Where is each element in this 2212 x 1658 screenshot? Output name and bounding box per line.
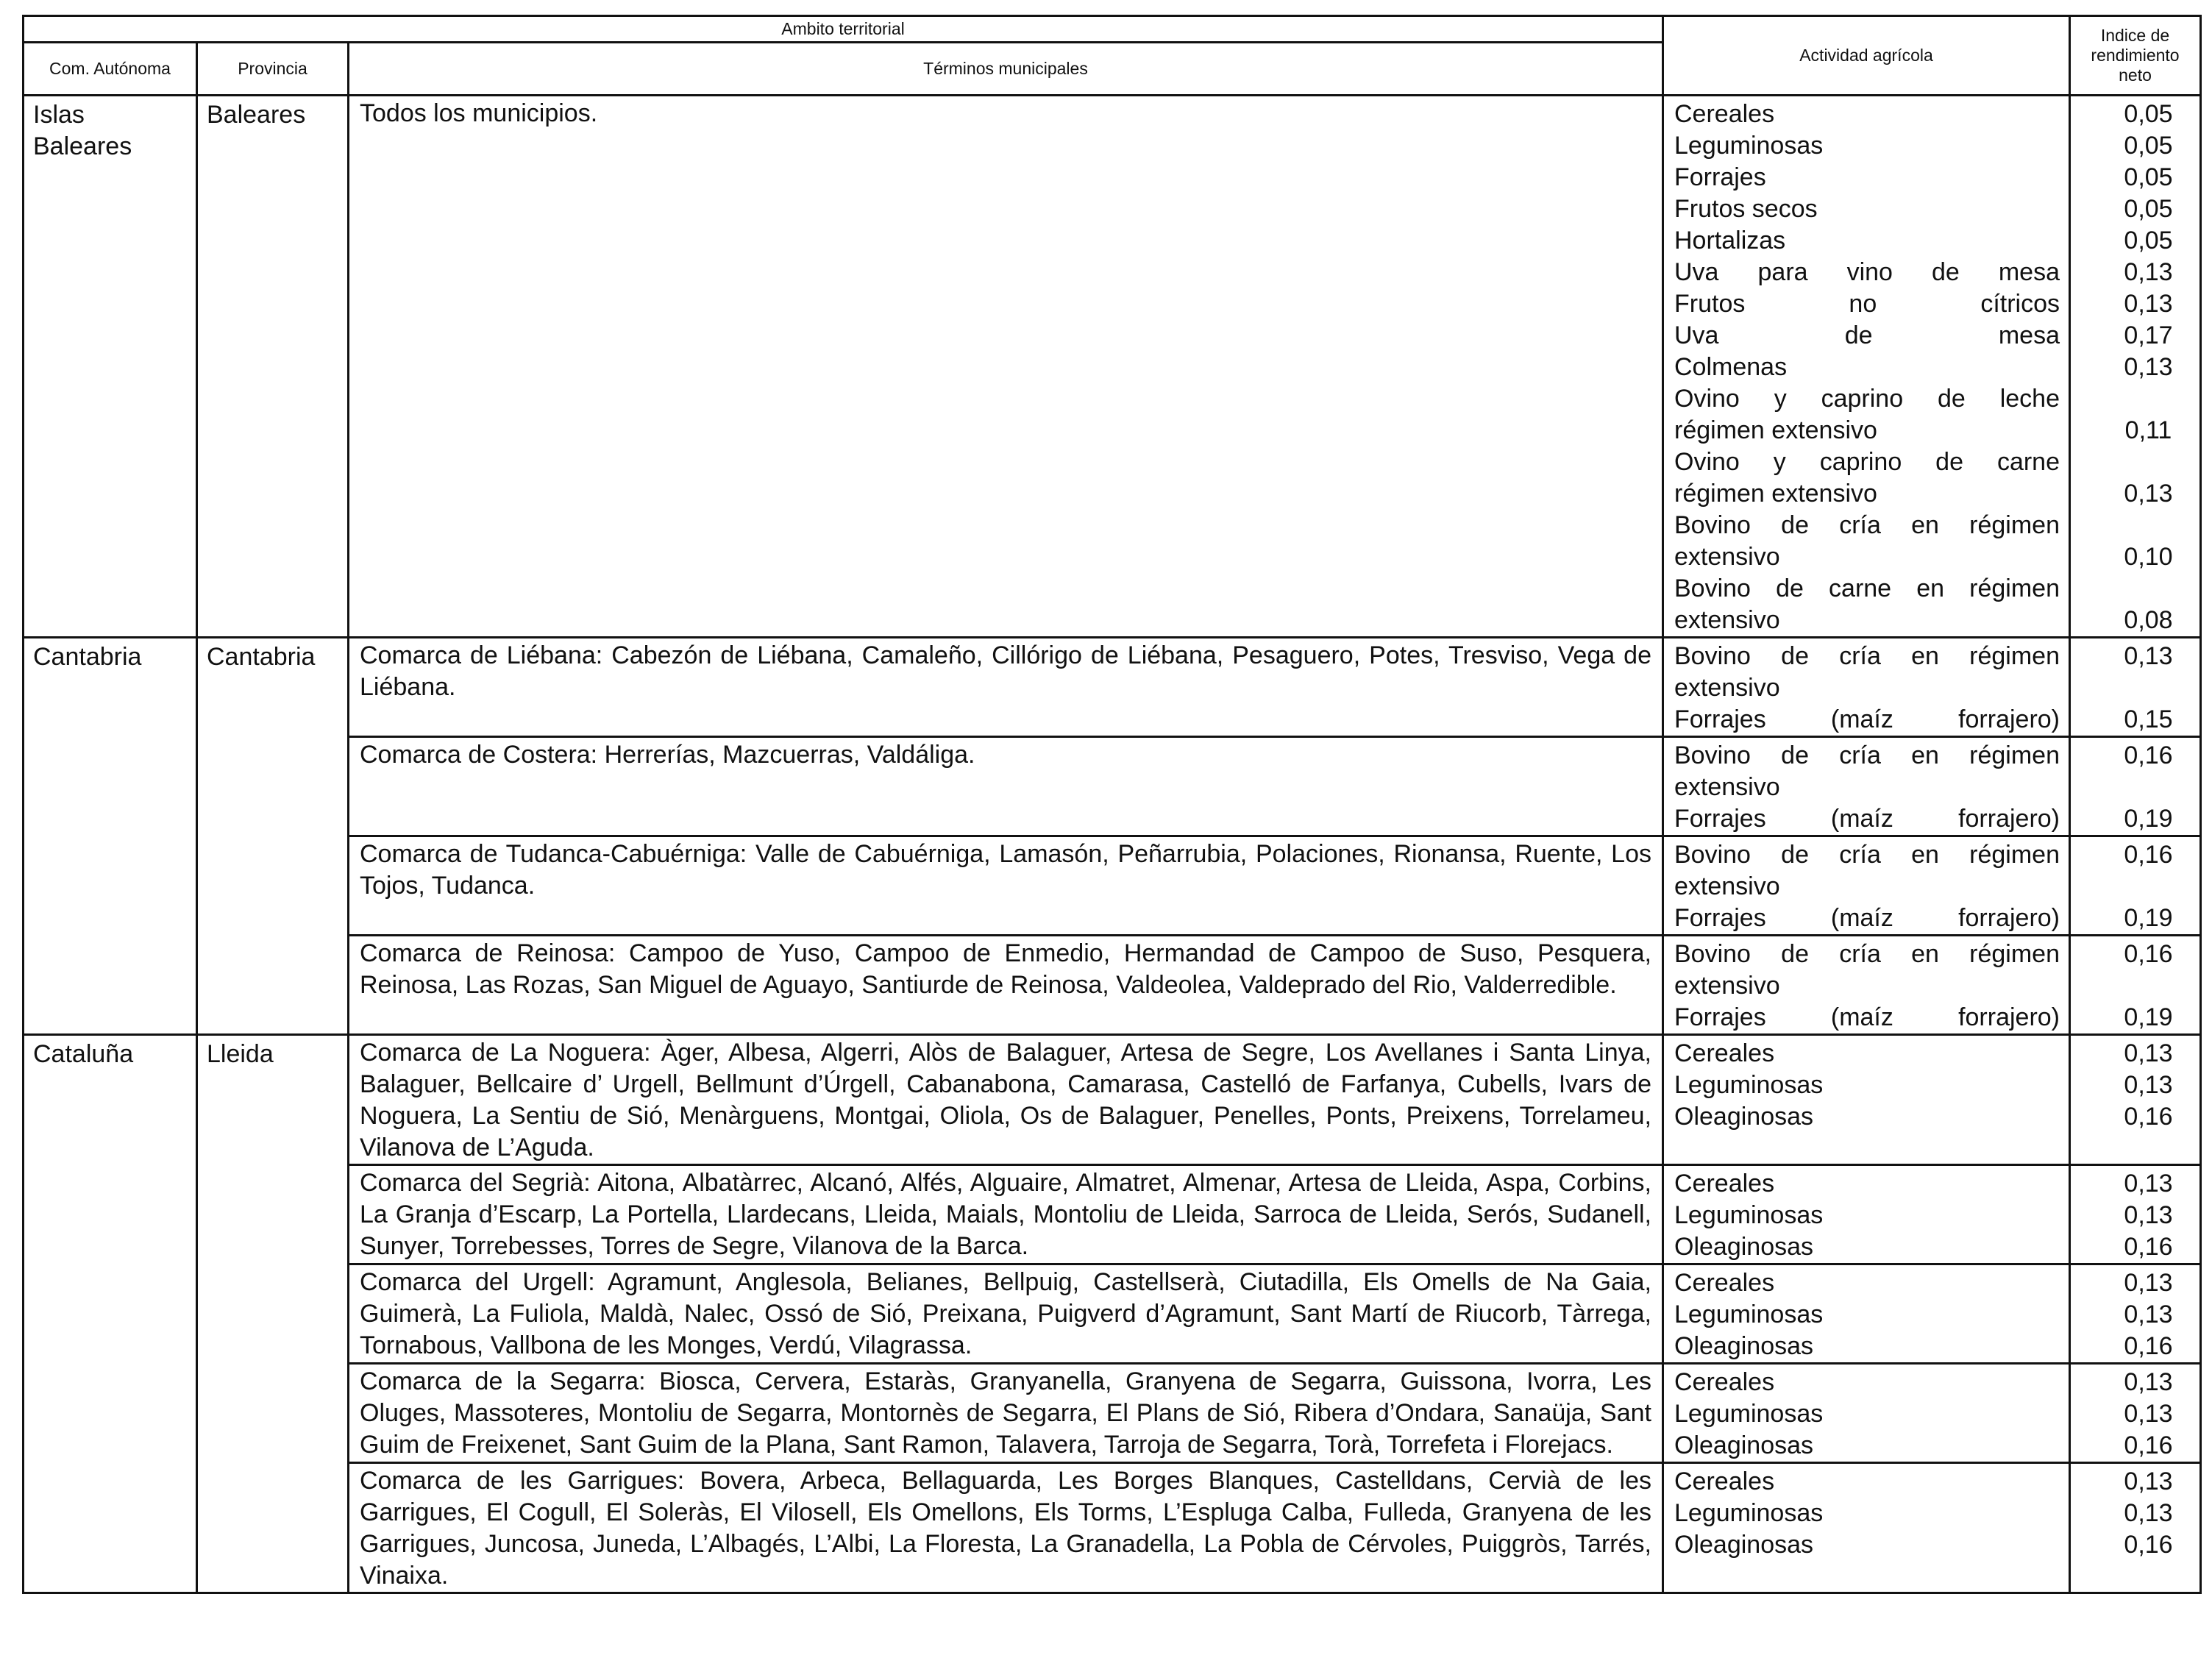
actividad-cell — [1663, 737, 2070, 836]
actividad-line: Frutos secos — [1674, 195, 1818, 223]
indice-value: 0,13 — [2124, 353, 2173, 381]
indice-cell — [2070, 737, 2201, 836]
indice-cell — [2070, 1463, 2201, 1593]
com-autonoma-cell: Cataluña — [24, 1035, 197, 1593]
actividad-line: Leguminosas — [1674, 1400, 1824, 1428]
indice-cell — [2070, 936, 2201, 1035]
actividad-line: Cereales — [1674, 1467, 1775, 1495]
actividad-cell — [1663, 96, 2070, 638]
actividad-line: régimen extensivo — [1674, 416, 1877, 444]
indice-value: 0,05 — [2124, 132, 2173, 160]
header-com: Com. Autónoma — [24, 43, 197, 96]
provincia-cell: Cantabria — [197, 638, 349, 1035]
actividad-line: Hortalizas — [1674, 227, 1786, 255]
table-row — [24, 1264, 2201, 1364]
indice-value: 0,16 — [2124, 1531, 2173, 1559]
indice-value: 0,16 — [2124, 841, 2173, 869]
actividad-line: Bovino de cría en régimen — [1674, 940, 2060, 968]
actividad-line: Forrajes (maíz forrajero) — [1674, 705, 2060, 733]
table-row — [24, 1463, 2201, 1593]
municipios-cell: Comarca del Segrià: Aitona, Albatàrrec, Alcanó, Alfés, Alguaire, Almatret, Almenar, Artesa de Lleida, Aspa, Corbins, La Granja d’Escarp, La Portella, Llardecans, Lleida, Maials, Montoliu de Lleida, Sarroca de Lleida, Serós, Sudanell, Sunyer, Torrebesses, Torres de Segre, Vilanova de la Barca. — [349, 1165, 1663, 1264]
indice-value: 0,13 — [2124, 1400, 2173, 1428]
table-row — [24, 1035, 2201, 1165]
indice-value: 0,15 — [2124, 705, 2173, 733]
indice-cell — [2070, 1264, 2201, 1364]
municipios-cell: Comarca de les Garrigues: Bovera, Arbeca, Bellaguarda, Les Borges Blanques, Castelldans, Cervià de les Garrigues, El Cogull, El Soleràs, El Vilosell, Els Omellons, Els Torms, L’Espluga Calba, Fulleda, Granyena de les Garrigues, Juncosa, Juneda, L’Albagés, L’Albi, La Floresta, La Granadella, La Pobla de Cérvoles, Puiggròs, Tarrés, Vinaixa. — [349, 1463, 1663, 1593]
indice-value: 0,16 — [2124, 940, 2173, 968]
actividad-line: Uva de mesa — [1674, 321, 2060, 349]
indice-value: 0,05 — [2124, 163, 2173, 191]
indice-value: 0,11 — [2124, 416, 2172, 444]
indice-value: 0,13 — [2124, 480, 2173, 508]
actividad-line: Leguminosas — [1674, 1499, 1824, 1527]
actividad-line: Leguminosas — [1674, 1301, 1824, 1328]
actividad-line: Leguminosas — [1674, 1071, 1824, 1099]
header-terminos: Términos municipales — [349, 43, 1663, 96]
actividad-cell — [1663, 1364, 2070, 1463]
actividad-line: Leguminosas — [1674, 132, 1824, 160]
indice-cell — [2070, 1364, 2201, 1463]
actividad-line: Forrajes (maíz forrajero) — [1674, 1003, 2060, 1031]
actividad-line: Bovino de cría en régimen — [1674, 642, 2060, 670]
actividad-cell — [1663, 1035, 2070, 1165]
indice-value: 0,13 — [2124, 1269, 2173, 1297]
indice-value — [2071, 383, 2199, 415]
municipios-cell: Comarca de Tudanca-Cabuérniga: Valle de Cabuérniga, Lamasón, Peñarrubia, Polaciones, Rionansa, Ruente, Los Tojos, Tudanca. — [349, 836, 1663, 936]
table-row — [24, 96, 2201, 638]
actividad-line: Oleaginosas — [1674, 1431, 1814, 1459]
actividad-line: extensivo — [1674, 872, 1780, 900]
table-row — [24, 836, 2201, 936]
indice-cell — [2070, 1035, 2201, 1165]
provincia-cell: Lleida — [197, 1035, 349, 1593]
indice-value: 0,16 — [2124, 741, 2173, 769]
actividad-cell — [1663, 1165, 2070, 1264]
actividad-line: Bovino de carne en régimen — [1674, 574, 2060, 602]
indice-value — [2071, 446, 2199, 478]
indice-cell — [2070, 96, 2201, 638]
table-row — [24, 638, 2201, 737]
actividad-line: Oleaginosas — [1674, 1332, 1814, 1360]
actividad-line: Uva para vino de mesa — [1674, 258, 2060, 286]
actividad-line: Cereales — [1674, 1039, 1775, 1067]
indice-value: 0,17 — [2124, 321, 2173, 349]
header-ambito: Ambito territorial — [24, 16, 1663, 43]
rendimiento-table — [22, 15, 2202, 1594]
indice-cell — [2070, 836, 2201, 936]
header-actividad: Actividad agrícola — [1663, 16, 2070, 96]
indice-value — [2071, 970, 2199, 1002]
actividad-line: Ovino y caprino de carne — [1674, 448, 2060, 476]
actividad-line: extensivo — [1674, 773, 1780, 801]
actividad-line: Bovino de cría en régimen — [1674, 741, 2060, 769]
municipios-cell: Comarca de Liébana: Cabezón de Liébana, Camaleño, Cillórigo de Liébana, Pesaguero, Potes, Tresviso, Vega de Liébana. — [349, 638, 1663, 737]
indice-value: 0,19 — [2124, 904, 2173, 932]
actividad-line: Bovino de cría en régimen — [1674, 841, 2060, 869]
indice-value: 0,13 — [2124, 1368, 2173, 1396]
municipios-cell: Comarca de Costera: Herrerías, Mazcuerras, Valdáliga. — [349, 737, 1663, 836]
actividad-cell — [1663, 1463, 2070, 1593]
municipios-cell: Comarca de la Segarra: Biosca, Cervera, Estaràs, Granyanella, Granyena de Segarra, Guissona, Ivorra, Les Oluges, Massoteres, Montoliu de Segarra, Montornès de Segarra, El Plans de Sió, Ribera d’Ondara, Sanaüja, Sant Guim de Freixenet, Sant Guim de la Plana, Sant Ramon, Talavera, Tarroja de Segarra, Torà, Torrefeta i Florejacs. — [349, 1364, 1663, 1463]
indice-value: 0,13 — [2124, 1301, 2173, 1328]
actividad-cell — [1663, 936, 2070, 1035]
actividad-line: extensivo — [1674, 606, 1780, 634]
indice-value: 0,13 — [2124, 1499, 2173, 1527]
indice-value: 0,13 — [2124, 1039, 2173, 1067]
municipios-cell: Comarca de La Noguera: Àger, Albesa, Algerri, Alòs de Balaguer, Artesa de Segre, Los Avellanes i Santa Linya, Balaguer, Bellcaire d’ Urgell, Bellmunt d’Úrgell, Cabanabona, Camarasa, Castelló de Farfanya, Cubells, Ivars de Noguera, La Sentiu de Sió, Menàrguens, Montgai, Oliola, Os de Balaguer, Penelles, Ponts, Preixens, Torrelameu, Vilanova de L’Aguda. — [349, 1035, 1663, 1165]
indice-value: 0,16 — [2124, 1431, 2173, 1459]
indice-value: 0,16 — [2124, 1103, 2173, 1131]
actividad-cell — [1663, 638, 2070, 737]
indice-value: 0,13 — [2124, 1201, 2173, 1229]
indice-value: 0,13 — [2124, 642, 2173, 670]
indice-value — [2071, 510, 2199, 541]
indice-value: 0,05 — [2124, 100, 2173, 128]
header-provincia: Provincia — [197, 43, 349, 96]
municipios-cell: Comarca del Urgell: Agramunt, Anglesola, Belianes, Bellpuig, Castellserà, Ciutadilla, Els Omells de Na Gaia, Guimerà, La Fuliola, Maldà, Nalec, Ossó de Sió, Preixana, Puigverd d’Agramunt, Sant Martí de Riucorb, Tàrrega, Tornabous, Vallbona de les Monges, Verdú, Vilagrassa. — [349, 1264, 1663, 1364]
actividad-line: Colmenas — [1674, 353, 1788, 381]
actividad-line: Oleaginosas — [1674, 1103, 1814, 1131]
indice-value: 0,13 — [2124, 1071, 2173, 1099]
indice-value: 0,19 — [2124, 1003, 2173, 1031]
indice-cell — [2070, 1165, 2201, 1264]
actividad-line: Oleaginosas — [1674, 1531, 1814, 1559]
indice-value — [2071, 871, 2199, 903]
actividad-line: Oleaginosas — [1674, 1233, 1814, 1261]
indice-value: 0,16 — [2124, 1332, 2173, 1360]
actividad-line: Cereales — [1674, 1368, 1775, 1396]
document-page — [22, 15, 2199, 1594]
com-autonoma-cell: Islas Baleares — [24, 96, 197, 638]
indice-value: 0,10 — [2124, 543, 2173, 571]
actividad-line: Ovino y caprino de leche — [1674, 385, 2060, 413]
header-indice: Indice de rendimiento neto — [2070, 16, 2201, 96]
indice-cell — [2070, 638, 2201, 737]
table-row — [24, 737, 2201, 836]
indice-value: 0,19 — [2124, 805, 2173, 833]
actividad-line: Forrajes (maíz forrajero) — [1674, 805, 2060, 833]
indice-value — [2071, 772, 2199, 803]
actividad-line: extensivo — [1674, 674, 1780, 702]
actividad-line: Leguminosas — [1674, 1201, 1824, 1229]
indice-value — [2071, 573, 2199, 605]
table-row — [24, 936, 2201, 1035]
actividad-line: Forrajes — [1674, 163, 1766, 191]
provincia-cell: Baleares — [197, 96, 349, 638]
actividad-line: Bovino de cría en régimen — [1674, 511, 2060, 539]
actividad-line: extensivo — [1674, 543, 1780, 571]
actividad-line: Forrajes (maíz forrajero) — [1674, 904, 2060, 932]
actividad-line: Frutos no cítricos — [1674, 290, 2060, 318]
actividad-line: extensivo — [1674, 972, 1780, 1000]
actividad-line: Cereales — [1674, 1170, 1775, 1198]
indice-value: 0,13 — [2124, 1467, 2173, 1495]
table-row — [24, 1165, 2201, 1264]
indice-value: 0,16 — [2124, 1233, 2173, 1261]
indice-value: 0,05 — [2124, 195, 2173, 223]
actividad-cell — [1663, 836, 2070, 936]
indice-value: 0,13 — [2124, 1170, 2173, 1198]
indice-value: 0,13 — [2124, 258, 2173, 286]
actividad-line: Cereales — [1674, 1269, 1775, 1297]
indice-value — [2071, 672, 2199, 704]
actividad-cell — [1663, 1264, 2070, 1364]
com-autonoma-cell: Cantabria — [24, 638, 197, 1035]
indice-value: 0,05 — [2124, 227, 2173, 255]
municipios-cell: Comarca de Reinosa: Campoo de Yuso, Campoo de Enmedio, Hermandad de Campoo de Suso, Pesquera, Reinosa, Las Rozas, San Miguel de Aguayo, Santiurde de Reinosa, Valdeolea, Valdeprado del Rio, Valderredible. — [349, 936, 1663, 1035]
table-row — [24, 1364, 2201, 1463]
actividad-line: régimen extensivo — [1674, 480, 1877, 508]
actividad-line: Cereales — [1674, 100, 1775, 128]
indice-value: 0,08 — [2124, 606, 2173, 634]
indice-value: 0,13 — [2124, 290, 2173, 318]
municipios-cell: Todos los municipios. — [349, 96, 1663, 638]
